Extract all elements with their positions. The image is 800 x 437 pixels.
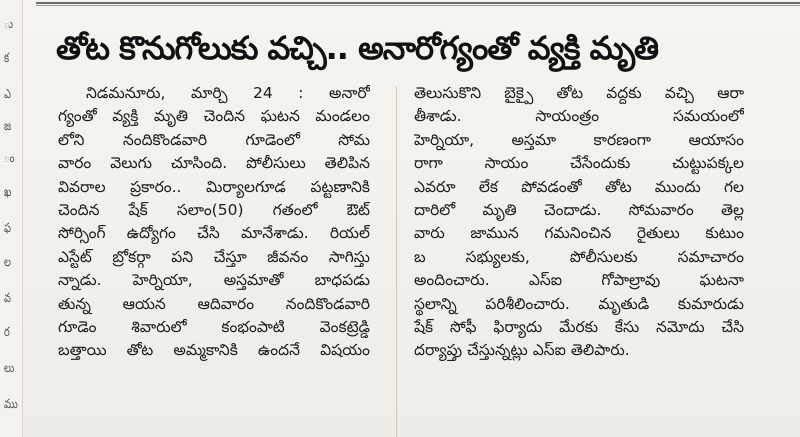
article-line: లోని నందికొండవారి గూడెంలో సోమ: [58, 130, 370, 149]
article-line: అందించారు. ఎస్ఐ గోపాల్రావు ఘటనా: [414, 271, 744, 290]
article-line: హెర్నియా, అస్తమా కారణంగా ఆయాసం: [414, 130, 744, 149]
edge-glyph: ము: [4, 397, 18, 412]
edge-glyph: ఫ: [4, 221, 11, 236]
article-line: తీశాడు. సాయంత్రం సమయంలో: [414, 107, 744, 126]
article-line: నిడమనూరు, మార్చి 24 : అనారో: [86, 84, 370, 102]
edge-glyph: ం: [4, 151, 15, 166]
article-line: బ సభ్యులకు, పోలీసులకు సమాచారం: [414, 247, 744, 266]
edge-glyph: ల: [4, 255, 11, 270]
article-line: సోర్సింగ్ ఉద్యోగం చేసి మానేశాడు. రియల్: [58, 224, 370, 243]
article-line: న్నాడు. హెర్నియా, అస్తమాతో బాధపడు: [58, 271, 370, 290]
edge-glyph: క: [4, 51, 10, 66]
article-line: గూడెం శివారులో కంభంపాటి వెంకట్రెడ్డి: [58, 317, 370, 336]
article-line: ఎవరూ లేక పోవడంతో తోట ముందు గల: [414, 177, 744, 196]
article-line: గ్యంతో వ్యక్తి మృతి చెందిన ఘటన మండలం: [58, 107, 370, 126]
article-column-left: [58, 82, 370, 437]
article-line: బత్తాయి తోట అమ్మకానికి ఉందనే విషయం: [58, 341, 370, 360]
article-line: తెలుసుకొని బైక్పై తోట వద్దకు వచ్చి ఆరా: [414, 84, 744, 102]
article-line: రాగా సాయం చేసేందుకు చుట్టుపక్కల: [414, 154, 744, 173]
article-headline: తోట కొనుగోలుకు వచ్చి.. అనారోగ్యంతో వ్యక్తి మృతి: [56, 29, 659, 67]
article-column-right: [414, 82, 744, 437]
top-rule-thin: [36, 5, 800, 6]
edge-glyph: జ: [4, 119, 12, 134]
adjacent-column-edge: [0, 0, 23, 437]
article-line: షేక్ సోఫీ ఫిర్యాదు మేరకు కేసు నమోదు చేసి: [414, 317, 744, 336]
edge-glyph: ఎ: [4, 87, 11, 102]
article-line: తున్న ఆయన ఆదివారం నందికొండవారి: [58, 294, 370, 313]
article-line: చెందిన షేక్ సలాం(50) గతంలో ఔట్: [58, 200, 370, 219]
article-line: దర్యాప్తు చేస్తున్నట్లు ఎస్ఐ తెలిపారు.: [414, 341, 630, 360]
article-line: ఎస్టేట్ బ్రోకర్గా పని చేస్తూ జీవనం సాగిస్తు: [58, 247, 370, 266]
edge-glyph: ర: [4, 325, 10, 340]
column-divider: [396, 86, 397, 437]
edge-glyph: ు: [4, 17, 14, 32]
article-line: దారిలో మృతి చెందాడు. సోమవారం తెల్ల: [414, 200, 744, 219]
article-line: వివరాల ప్రకారం.. మిర్యాలగూడ పట్టణానికి: [58, 177, 370, 196]
edge-glyph: లు: [4, 361, 15, 376]
article-line: వారం వెలుగు చూసింది. పోలీసులు తెలిపిన: [58, 154, 370, 173]
top-rule: [36, 2, 800, 4]
edge-glyph: ఖ: [4, 185, 12, 200]
edge-glyph: వ: [4, 291, 11, 306]
article-line: స్థలాన్ని పరిశీలించారు. మృతుడి కుమారుడు: [414, 294, 744, 313]
article-line: వారు జామున గమనించిన రైతులు కుటుం: [414, 224, 744, 243]
